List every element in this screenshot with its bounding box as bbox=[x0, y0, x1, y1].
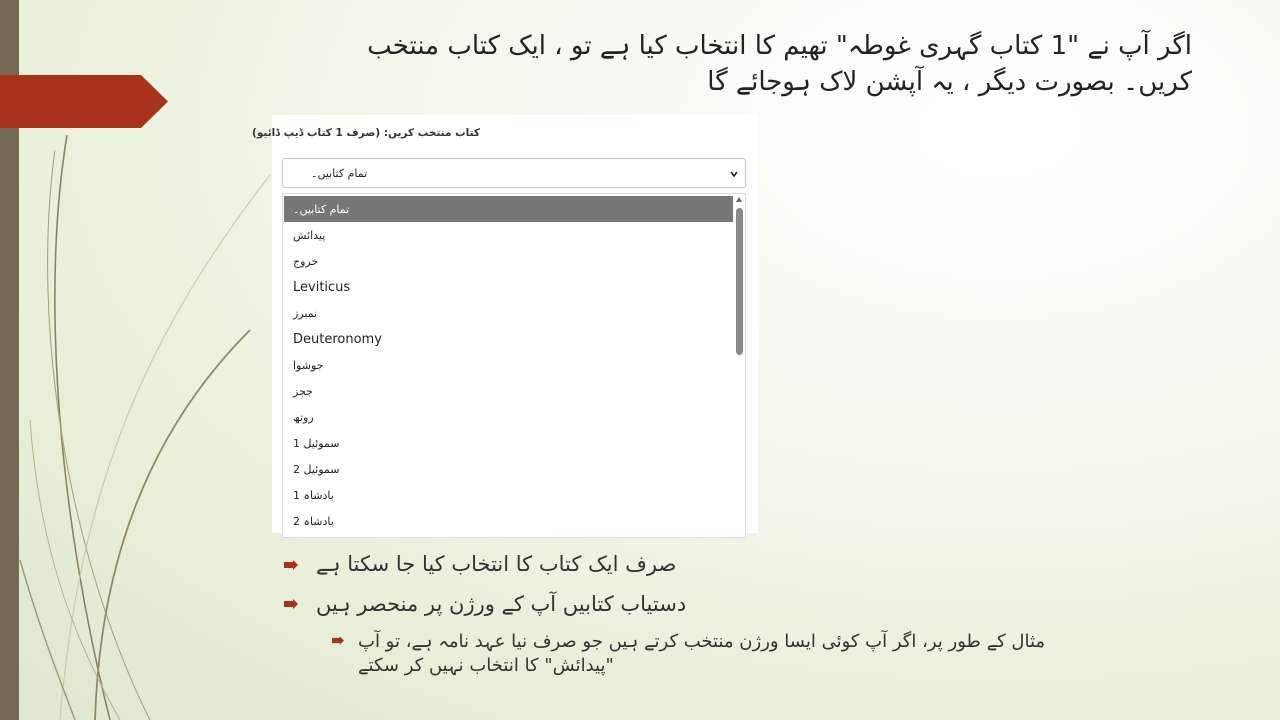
book-option[interactable]: Leviticus bbox=[293, 279, 351, 295]
book-option[interactable]: خروج bbox=[293, 254, 319, 268]
book-option[interactable]: جوشوا bbox=[293, 358, 324, 372]
decorative-curves bbox=[0, 0, 300, 720]
sub-bullet-line-1: مثال کے طور پر، اگر آپ کوئی ایسا ورژن منتخب کرتے ہیں جو صرف نیا عہد نامہ ہے، تو آپ bbox=[358, 631, 1046, 652]
scroll-up-icon[interactable] bbox=[735, 196, 743, 204]
book-option[interactable]: نمبرز bbox=[293, 306, 318, 320]
slide-title bbox=[280, 28, 1192, 100]
book-option[interactable]: بادشاہ 2 bbox=[293, 514, 334, 528]
scrollbar-thumb[interactable] bbox=[736, 208, 743, 355]
book-picker-screenshot bbox=[252, 115, 758, 533]
bullet-arrow-icon bbox=[332, 636, 344, 645]
chevron-down-icon bbox=[729, 169, 739, 179]
book-select-value: تمام کتابیں۔ bbox=[311, 167, 368, 180]
book-option[interactable]: ججز bbox=[293, 384, 313, 398]
book-option[interactable]: سموئیل 1 bbox=[293, 436, 340, 450]
bullet-item: دستیاب کتابیں آپ کے ورژن پر منحصر ہیں bbox=[316, 592, 687, 616]
book-options-list[interactable] bbox=[282, 193, 746, 538]
book-option[interactable]: بادشاہ 1 bbox=[293, 488, 334, 502]
slide-title-line-1: اگر آپ نے "1 کتاب گہری غوطہ" تھیم کا انتخاب کیا ہے تو ، ایک کتاب منتخب bbox=[367, 31, 1192, 61]
sub-bullet-line-2: "پیدائش" کا انتخاب نہیں کر سکتے bbox=[358, 655, 614, 676]
sub-bullet-item bbox=[358, 630, 1148, 678]
bullet-item: صرف ایک کتاب کا انتخاب کیا جا سکتا ہے bbox=[316, 552, 677, 576]
book-option[interactable]: روتھ bbox=[293, 410, 314, 424]
slide-title-line-2: کریں۔ بصورت دیگر ، یہ آپشن لاک ہوجائے گا bbox=[707, 67, 1192, 97]
book-option[interactable]: پیدائش bbox=[293, 228, 326, 242]
bullet-arrow-icon bbox=[284, 599, 298, 609]
bullet-arrow-icon bbox=[284, 560, 298, 570]
book-option[interactable]: Deuteronomy bbox=[293, 331, 382, 347]
book-select[interactable] bbox=[282, 158, 746, 188]
book-picker-label: کتاب منتخب کریں: (صرف 1 کتاب ڈیپ ڈائیو) bbox=[252, 127, 480, 139]
book-option[interactable]: سموئیل 2 bbox=[293, 462, 340, 476]
book-option[interactable]: تمام کتابیں۔ bbox=[284, 196, 735, 222]
